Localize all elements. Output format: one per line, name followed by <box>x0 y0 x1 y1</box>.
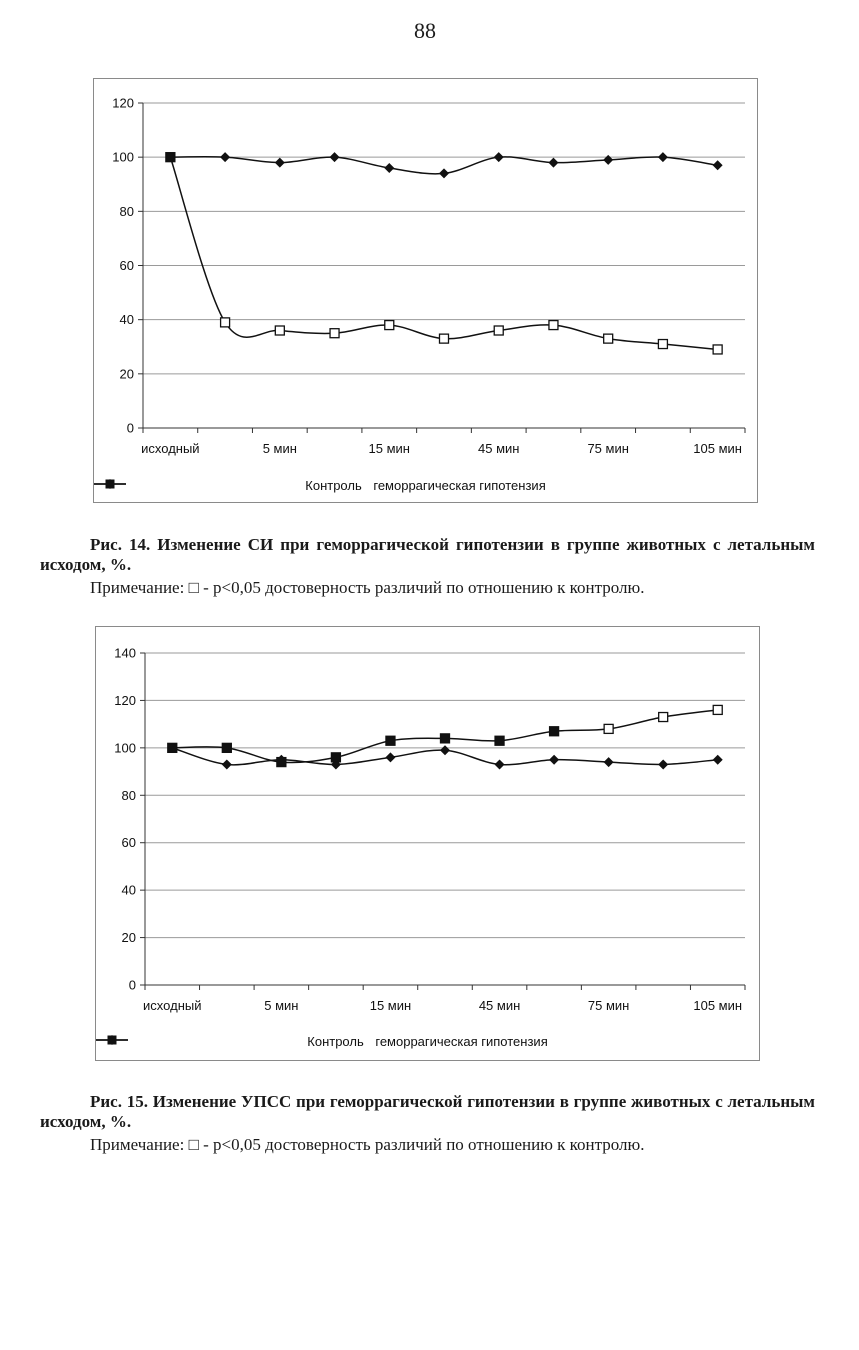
figure-14-title: Рис. 14. Изменение СИ при геморрагической гипотензии в группе животных с летальным исходом, %. <box>40 535 815 574</box>
x-tick-label: 5 мин <box>264 998 299 1013</box>
data-point-hemorrhagic <box>441 734 450 743</box>
data-point-control <box>603 155 613 165</box>
data-point-hemorrhagic <box>168 743 177 752</box>
chart-upss <box>95 626 760 1061</box>
y-tick-label: 60 <box>119 258 134 273</box>
y-tick-label: 0 <box>126 420 134 436</box>
data-point-hemorrhagic-significant <box>330 329 339 338</box>
data-point-hemorrhagic-significant <box>604 334 613 343</box>
data-point-hemorrhagic-significant <box>494 326 503 335</box>
data-point-hemorrhagic <box>386 736 395 745</box>
legend-item-control <box>305 478 361 493</box>
x-tick-label: 105 мин <box>693 998 743 1013</box>
x-tick-label: 45 мин <box>478 441 520 456</box>
chart-upss-legend <box>96 1034 759 1049</box>
x-tick-label: 75 мин <box>587 441 629 456</box>
data-point-control <box>658 759 668 769</box>
data-point-hemorrhagic-significant <box>659 713 668 722</box>
figure-15-title: Рис. 15. Изменение УПСС при геморрагической гипотензии в группе животных с летальным исходом, %. <box>40 1092 815 1131</box>
legend-label-control: Контроль <box>305 478 362 493</box>
x-tick-label: исходный <box>143 998 202 1013</box>
legend-label-control: Контроль <box>307 1034 364 1049</box>
figure-14-note: Примечание: □ - р<0,05 достоверность различий по отношению к контролю. <box>90 578 645 597</box>
y-tick-label: 120 <box>114 692 136 708</box>
chart-si-legend <box>94 478 757 493</box>
y-tick-label: 140 <box>114 645 136 661</box>
data-point-control <box>549 755 559 765</box>
y-tick-label: 60 <box>121 835 136 851</box>
legend-line-square-icon <box>96 1034 128 1046</box>
figure-15-caption <box>40 1092 815 1155</box>
y-tick-label: 0 <box>128 977 136 993</box>
legend-line-square-icon <box>94 478 126 490</box>
data-point-control <box>275 158 285 168</box>
page-number: 88 <box>414 18 436 43</box>
data-point-hemorrhagic-significant <box>440 334 449 343</box>
data-point-control <box>713 755 723 765</box>
chart-si-plot <box>94 79 757 474</box>
chart-upss-plot <box>96 627 759 1027</box>
data-point-hemorrhagic-significant <box>385 321 394 330</box>
data-point-control <box>658 152 668 162</box>
figure-15-note: Примечание: □ - р<0,05 достоверность различий по отношению к контролю. <box>90 1135 645 1154</box>
x-tick-label: 15 мин <box>369 998 412 1013</box>
series-line-hemorrhagic <box>170 157 717 349</box>
data-point-hemorrhagic-significant <box>658 340 667 349</box>
data-point-hemorrhagic <box>331 753 340 762</box>
data-point-control <box>440 745 450 755</box>
data-point-control <box>220 152 230 162</box>
data-point-hemorrhagic-significant <box>221 318 230 327</box>
data-point-hemorrhagic-significant <box>713 705 722 714</box>
x-tick-label: 75 мин <box>587 998 630 1013</box>
data-point-hemorrhagic <box>222 743 231 752</box>
data-point-control <box>713 160 723 170</box>
y-tick-label: 80 <box>119 203 134 219</box>
figure-14-caption <box>40 535 815 598</box>
data-point-hemorrhagic-significant <box>275 326 284 335</box>
legend-item-hemorrhagic <box>375 1034 547 1049</box>
legend-label-hemorrhagic: геморрагическая гипотензия <box>375 1034 548 1049</box>
y-tick-label: 100 <box>112 149 134 165</box>
y-tick-label: 20 <box>121 930 136 946</box>
data-point-control <box>330 152 340 162</box>
data-point-control <box>384 163 394 173</box>
data-point-hemorrhagic <box>495 736 504 745</box>
data-point-control <box>495 759 505 769</box>
data-point-hemorrhagic-significant <box>604 724 613 733</box>
x-tick-label: исходный <box>141 441 200 456</box>
x-tick-label: 45 мин <box>478 998 521 1013</box>
data-point-control <box>385 752 395 762</box>
data-point-control <box>604 757 614 767</box>
y-tick-label: 100 <box>114 740 136 756</box>
legend-label-hemorrhagic: геморрагическая гипотензия <box>373 478 546 493</box>
data-point-hemorrhagic <box>550 727 559 736</box>
data-point-hemorrhagic-significant <box>549 321 558 330</box>
legend-item-control <box>307 1034 363 1049</box>
y-tick-label: 40 <box>119 312 134 328</box>
x-tick-label: 105 мин <box>693 441 742 456</box>
data-point-hemorrhagic <box>277 758 286 767</box>
data-point-hemorrhagic <box>166 153 175 162</box>
y-tick-label: 20 <box>119 366 134 382</box>
data-point-control <box>439 168 449 178</box>
data-point-control <box>222 759 232 769</box>
data-point-hemorrhagic-significant <box>713 345 722 354</box>
legend-item-hemorrhagic <box>373 478 545 493</box>
chart-si <box>93 78 758 503</box>
y-tick-label: 40 <box>121 882 136 898</box>
y-tick-label: 120 <box>112 95 134 111</box>
y-tick-label: 80 <box>121 787 136 803</box>
x-tick-label: 15 мин <box>368 441 410 456</box>
x-tick-label: 5 мин <box>262 441 297 456</box>
data-point-control <box>494 152 504 162</box>
data-point-control <box>548 158 558 168</box>
